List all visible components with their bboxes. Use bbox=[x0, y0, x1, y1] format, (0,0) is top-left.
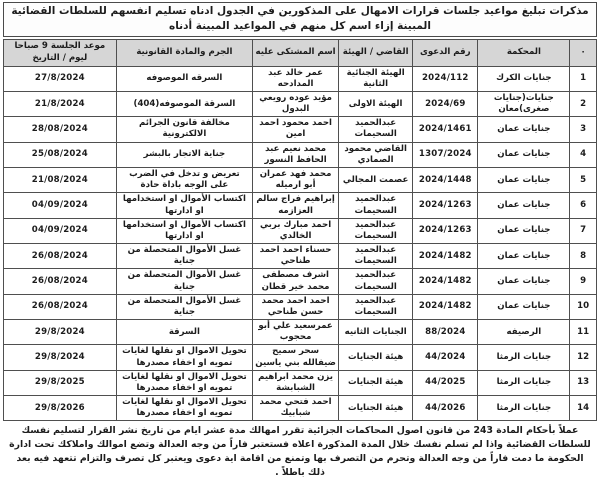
cell-judge: الهيئة الجنائية الثانية bbox=[339, 66, 413, 91]
table-row bbox=[4, 294, 597, 319]
header-number: ٠ bbox=[570, 40, 597, 66]
cell-case-number: 88/2024 bbox=[413, 320, 478, 345]
cell-court: جنايات الرمثا bbox=[478, 370, 570, 395]
cell-court: جنايات عمان bbox=[478, 244, 570, 269]
cell-judge: هيئة الجنايات bbox=[339, 345, 413, 370]
table-row bbox=[4, 345, 597, 370]
cell-number: 12 bbox=[570, 345, 597, 370]
cell-judge: عبدالحميد السحيمات bbox=[339, 294, 413, 319]
cell-crime: غسل الأموال المتحصلة من جناية bbox=[116, 244, 252, 269]
cell-date: 21/08/2024 bbox=[4, 168, 117, 193]
cell-number: 13 bbox=[570, 370, 597, 395]
cell-court: جنايات عمان bbox=[478, 142, 570, 167]
cell-crime: غسل الأموال المتحصلة من جناية bbox=[116, 269, 252, 294]
cell-case-number: 2024/1263 bbox=[413, 218, 478, 243]
cell-defendant: عمرسعيد علي أبو محجوب bbox=[253, 320, 339, 345]
table-row bbox=[4, 396, 597, 421]
cell-number: 6 bbox=[570, 193, 597, 218]
cell-case-number: 2024/1482 bbox=[413, 294, 478, 319]
header-session-date: موعد الجلسة 9 صباحا ليوم / التاريخ bbox=[4, 40, 117, 66]
cell-court: جنايات عمان bbox=[478, 168, 570, 193]
cell-date: 26/08/2024 bbox=[4, 244, 117, 269]
cell-number: 4 bbox=[570, 142, 597, 167]
cell-judge: عصمت المجالي bbox=[339, 168, 413, 193]
cell-defendant: احمد احمد محمد حسن طناحي bbox=[253, 294, 339, 319]
cell-crime: جناية الاتجار بالبشر bbox=[116, 142, 252, 167]
table-body bbox=[4, 66, 597, 421]
cell-date: 26/08/2024 bbox=[4, 269, 117, 294]
cell-defendant: اشرف مصطفى محمد خير قطان bbox=[253, 269, 339, 294]
cell-defendant: حسناء احمد احمد طناحي bbox=[253, 244, 339, 269]
cell-judge: هيئة الجنايات bbox=[339, 396, 413, 421]
cell-defendant: يزن محمد ابراهيم الشبابشة bbox=[253, 370, 339, 395]
cell-defendant: احمد محمود احمد امين bbox=[253, 117, 339, 142]
table-row bbox=[4, 320, 597, 345]
cell-court: جنايات عمان bbox=[478, 294, 570, 319]
cell-number: 3 bbox=[570, 117, 597, 142]
cell-crime: غسل الأموال المتحصلة من جناية bbox=[116, 294, 252, 319]
cell-crime: السرقه الموصوفه bbox=[116, 66, 252, 91]
cell-judge: هيئة الجنايات bbox=[339, 370, 413, 395]
cell-court: جنايات عمان bbox=[478, 193, 570, 218]
cell-crime: تحويل الاموال او نقلها لغايات تمويه او اخفاء مصدرها bbox=[116, 345, 252, 370]
cell-number: 2 bbox=[570, 91, 597, 116]
cell-number: 7 bbox=[570, 218, 597, 243]
cell-judge: الهيئة الاولى bbox=[339, 91, 413, 116]
cell-number: 5 bbox=[570, 168, 597, 193]
cell-date: 04/09/2024 bbox=[4, 218, 117, 243]
cell-crime: السرقة bbox=[116, 320, 252, 345]
cell-defendant: احمد مبارك بربي الخالدي bbox=[253, 218, 339, 243]
cell-date: 27/8/2024 bbox=[4, 66, 117, 91]
cell-number: 1 bbox=[570, 66, 597, 91]
cell-date: 29/8/2026 bbox=[4, 396, 117, 421]
cell-judge: الجنايات الثانيه bbox=[339, 320, 413, 345]
cell-date: 29/8/2024 bbox=[4, 320, 117, 345]
cell-number: 14 bbox=[570, 396, 597, 421]
cell-case-number: 2024/1482 bbox=[413, 269, 478, 294]
cell-judge: عبدالحميد السحيمات bbox=[339, 117, 413, 142]
header-case-number: رقم الدعوى bbox=[413, 40, 478, 66]
cell-date: 25/08/2024 bbox=[4, 142, 117, 167]
table-row bbox=[4, 66, 597, 91]
header-court: المحكمة bbox=[478, 40, 570, 66]
table-row bbox=[4, 117, 597, 142]
table-row bbox=[4, 244, 597, 269]
cell-case-number: 2024/112 bbox=[413, 66, 478, 91]
cell-crime: اكتساب الأموال او استخدامها او ادارتها bbox=[116, 218, 252, 243]
cell-judge: عبدالحميد السحيمات bbox=[339, 269, 413, 294]
cell-crime: مخالفة قانون الجرائم الالكترونية bbox=[116, 117, 252, 142]
cell-judge: القاضي محمود الصمادي bbox=[339, 142, 413, 167]
header-crime: الجرم والمادة القانونية bbox=[116, 40, 252, 66]
cell-court: جنايات(جنايات صغرى)معان bbox=[478, 91, 570, 116]
cell-number: 9 bbox=[570, 269, 597, 294]
cell-crime: اكتساب الأموال او استخدامها او ادارتها bbox=[116, 193, 252, 218]
cell-case-number: 2024/1263 bbox=[413, 193, 478, 218]
table-row bbox=[4, 168, 597, 193]
table-row bbox=[4, 218, 597, 243]
cell-date: 26/08/2024 bbox=[4, 294, 117, 319]
cell-date: 28/08/2024 bbox=[4, 117, 117, 142]
cell-date: 21/8/2024 bbox=[4, 91, 117, 116]
legal-disclaimer: عملاً بأحكام المادة 243 من قانون اصول المحاكمات الجزائية تقرر امهالك مدة عشر ايام من تاريخ نشر القرار لتسليم نفسك للسلطات القضائية واذا لم تسلم نفسك خلال المدة المذكورة اعلاه فستعتبر فاراً من وجه العدالة وتضع اموالك واملاكك تحت ادارة الحكومة ما دمت فاراً من وجه العدالة وتحرم من التصرف بها وتمنع من اقامة اية دعوى ويعتبر كل تصرف والتزام تتعهد فيه بعد ذلك باطلاً . bbox=[9, 425, 591, 479]
cell-number: 10 bbox=[570, 294, 597, 319]
cell-case-number: 2024/69 bbox=[413, 91, 478, 116]
header-defendant: اسم المشتكى عليه bbox=[253, 40, 339, 66]
cell-court: جنايات الرمثا bbox=[478, 345, 570, 370]
cell-court: الرصيفه bbox=[478, 320, 570, 345]
table-row bbox=[4, 193, 597, 218]
cell-date: 04/09/2024 bbox=[4, 193, 117, 218]
cell-defendant: احمد فتحي محمد شبابيك bbox=[253, 396, 339, 421]
cell-defendant: مؤيد عوده رويعي البدول bbox=[253, 91, 339, 116]
cell-case-number: 44/2025 bbox=[413, 370, 478, 395]
table-row bbox=[4, 269, 597, 294]
cell-date: 29/8/2024 bbox=[4, 345, 117, 370]
cell-judge: عبدالحميد السحيمات bbox=[339, 218, 413, 243]
cell-court: جنايات الكرك bbox=[478, 66, 570, 91]
cell-crime: تحويل الاموال او نقلها لغايات تمويه او اخفاء مصدرها bbox=[116, 370, 252, 395]
cell-number: 11 bbox=[570, 320, 597, 345]
cell-case-number: 2024/1461 bbox=[413, 117, 478, 142]
cell-case-number: 2024/1448 bbox=[413, 168, 478, 193]
cell-case-number: 44/2024 bbox=[413, 345, 478, 370]
cell-defendant: إبراهيم فراج سالم العزازمه bbox=[253, 193, 339, 218]
cell-judge: عبدالحميد السحيمات bbox=[339, 193, 413, 218]
cell-defendant: عمر خالد عبد المدادحه bbox=[253, 66, 339, 91]
table-row bbox=[4, 91, 597, 116]
cell-crime: تحويل الاموال او نقلها لغايات تمويه او اخفاء مصدرها bbox=[116, 396, 252, 421]
cell-court: جنايات عمان bbox=[478, 218, 570, 243]
document-title: مذكرات تبليغ مواعيد جلسات قرارات الامهال على المذكورين في الجدول ادناه تسليم انفسهم للسلطات القضائية المبينة إزاء اسم كل منهم في المواعيد المبينة أدناه bbox=[3, 2, 597, 37]
cell-number: 8 bbox=[570, 244, 597, 269]
table-header-row bbox=[4, 40, 597, 66]
cell-case-number: 2024/1482 bbox=[413, 244, 478, 269]
cell-case-number: 1307/2024 bbox=[413, 142, 478, 167]
cell-defendant: محمد فهد عمران أبو ارميله bbox=[253, 168, 339, 193]
summons-table bbox=[3, 39, 597, 421]
header-judge: القاضي / الهيئة bbox=[339, 40, 413, 66]
cell-crime: تعريض و تدخل في الضرب على الوجه باداة حادة bbox=[116, 168, 252, 193]
cell-judge: عبدالحميد السحيمات bbox=[339, 244, 413, 269]
cell-court: جنايات عمان bbox=[478, 269, 570, 294]
cell-crime: السرقة الموصوفه(404) bbox=[116, 91, 252, 116]
table-row bbox=[4, 370, 597, 395]
cell-defendant: محمد نعيم عبد الحافظ النسور bbox=[253, 142, 339, 167]
table-row bbox=[4, 142, 597, 167]
cell-court: جنايات عمان bbox=[478, 117, 570, 142]
cell-case-number: 44/2026 bbox=[413, 396, 478, 421]
cell-court: جنايات الرمثا bbox=[478, 396, 570, 421]
cell-date: 29/8/2025 bbox=[4, 370, 117, 395]
cell-defendant: سحر سميح ضيفالله بني ياسين bbox=[253, 345, 339, 370]
